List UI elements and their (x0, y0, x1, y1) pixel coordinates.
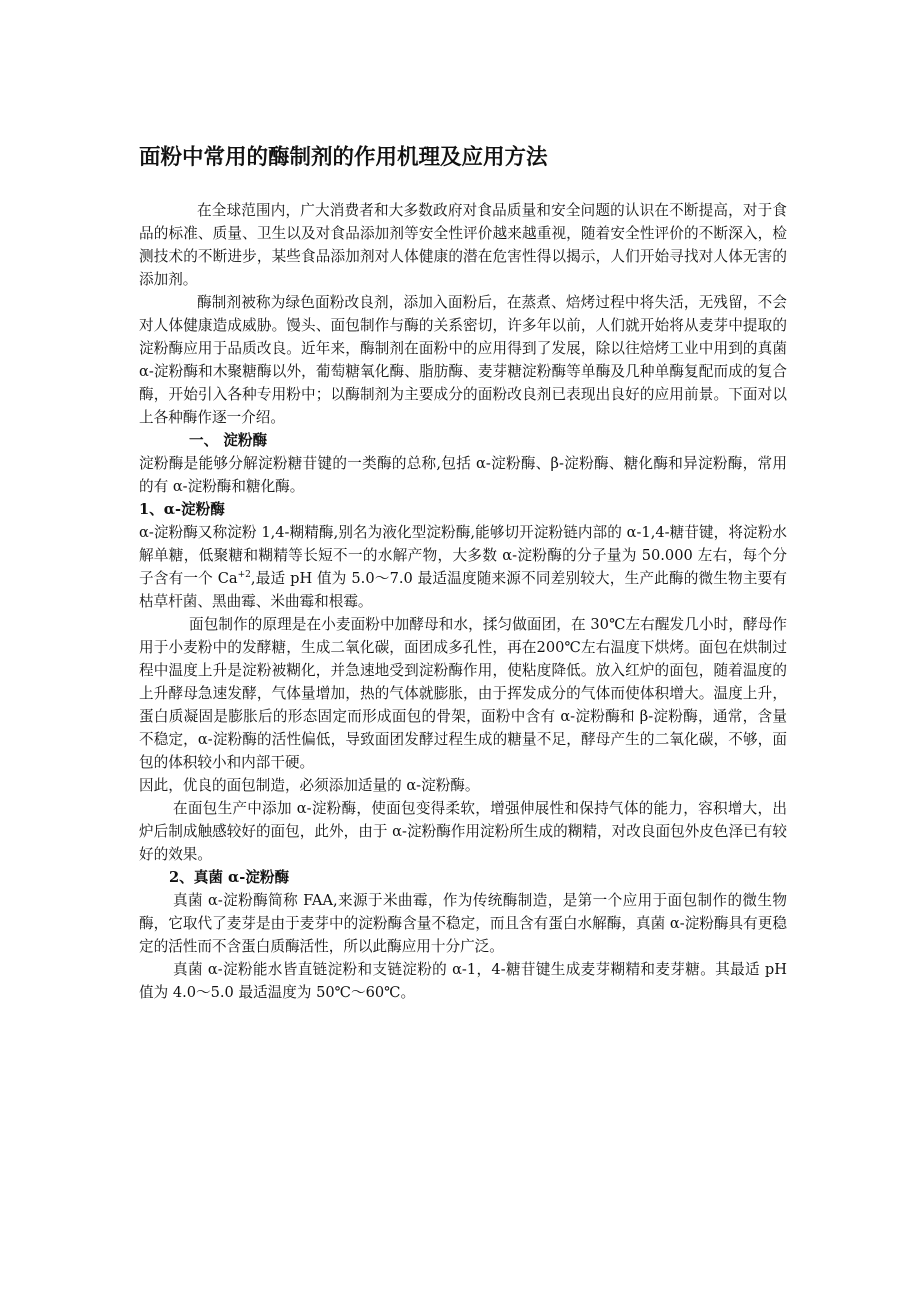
paragraph-conclusion: 因此，优良的面包制造，必须添加适量的 α-淀粉酶。 (139, 777, 480, 794)
document-body (139, 199, 787, 1004)
paragraph-intro: 在全球范围内，广大消费者和大多数政府对食品质量和安全问题的认识在不断提高，对于食品的标准、质量、卫生以及对食品添加剂等安全性评价越来越重视，随着安全性评价的不断深入，检测技术的不断进步，某些食品添加剂对人体健康的潜在危害性得以揭示，人们开始寻找对人体无害的添加剂。 (139, 202, 787, 288)
subsection-heading-alpha-amylase: 1、α-淀粉酶 (139, 501, 225, 518)
paragraph-enzyme-overview: 酶制剂被称为绿色面粉改良剂，添加入面粉后，在蒸煮、焙烤过程中将失活，无残留，不会对人体健康造成威胁。馒头、面包制作与酶的关系密切，许多年以前，人们就开始将从麦芽中提取的淀粉酶应用于品质改良。近年来，酶制剂在面粉中的应用得到了发展，除以往焙烤工业中用到的真菌 α-淀粉酶和木聚糖酶以外，葡萄糖氧化酶、脂肪酶、麦芽糖淀粉酶等单酶及几种单酶复配而成的复合酶，开始引入各种专用粉中；以酶制剂为主要成分的面粉改良剂已表现出良好的应用前景。下面对以上各种酶作逐一介绍。 (139, 294, 787, 426)
paragraph-bread-principle: 面包制作的原理是在小麦面粉中加酵母和水，揉匀做面团，在 30℃左右醒发几小时，酵母作用于小麦粉中的发酵糖，生成二氧化碳，面团成多孔性，再在200℃左右温度下烘烤。面包在烘制过程中温度上升是淀粉被糊化，并急速地受到淀粉酶作用，使粘度降低。放入红炉的面包，随着温度的上升酵母急速发酵，气体量增加，热的气体就膨胀，由于挥发成分的气体而使体积增大。温度上升，蛋白质凝固是膨胀后的形态固定而形成面包的骨架，面粉中含有 α-淀粉酶和 β-淀粉酶，通常，含量不稳定，α-淀粉酶的活性偏低，导致面团发酵过程生成的糖量不足，酵母产生的二氧化碳，不够，面包的体积较小和内部干硬。 (139, 616, 787, 771)
paragraph-amylase-definition: 淀粉酶是能够分解淀粉糖苷键的一类酶的总称,包括 α-淀粉酶、β-淀粉酶、糖化酶和异淀粉酶，常用的有 α-淀粉酶和糖化酶。 (139, 455, 787, 495)
paragraph-fungal-amylase: 真菌 α-淀粉酶简称 FAA,来源于米曲霉，作为传统酶制造，是第一个应用于面包制作的微生物酶，它取代了麦芽是由于麦芽中的淀粉酶含量不稳定，而且含有蛋白水解酶，真菌 α-淀粉酶具有更稳定的活性而不含蛋白质酶活性，所以此酶应用十分广泛。 (139, 892, 787, 955)
paragraph-fungal-amylase-properties: 真菌 α-淀粉能水皆直链淀粉和支链淀粉的 α-1，4-糖苷键生成麦芽糊精和麦芽糖。其最适 pH 值为 4.0～5.0 最适温度为 50℃～60℃。 (139, 961, 787, 1001)
page-title: 面粉中常用的酶制剂的作用机理及应用方法 (139, 145, 548, 170)
paragraph-bread-production: 在面包生产中添加 α-淀粉酶，使面包变得柔软，增强伸展性和保持气体的能力，容积增大，出炉后制成触感较好的面包，此外，由于 α-淀粉酶作用淀粉所生成的糊精，对改良面包外皮色泽已有较好的效果。 (139, 800, 787, 863)
paragraph-alpha-amylase-part2: ,最适 pH 值为 5.0～7.0 最适温度随来源不同差别较大，生产此酶的微生物主要有枯草杆菌、黑曲霉、米曲霉和根霉。 (139, 570, 787, 610)
paragraph-alpha-amylase (139, 521, 787, 613)
paragraph-alpha-amylase-part1: α-淀粉酶又称淀粉 1,4-糊精酶,别名为液化型淀粉酶,能够切开淀粉链内部的 α-1,4-糖苷键，将淀粉水解单糖，低聚糖和糊精等长短不一的水解产物，大多数 α-淀粉酶的分子量为 50.000 左右，每个分子含有一个 Ca (139, 524, 787, 587)
section-heading-amylase: 一、 淀粉酶 (189, 432, 268, 449)
calcium-charge-superscript: +2 (237, 570, 251, 580)
subsection-heading-fungal-alpha-amylase: 2、真菌 α-淀粉酶 (169, 869, 290, 886)
